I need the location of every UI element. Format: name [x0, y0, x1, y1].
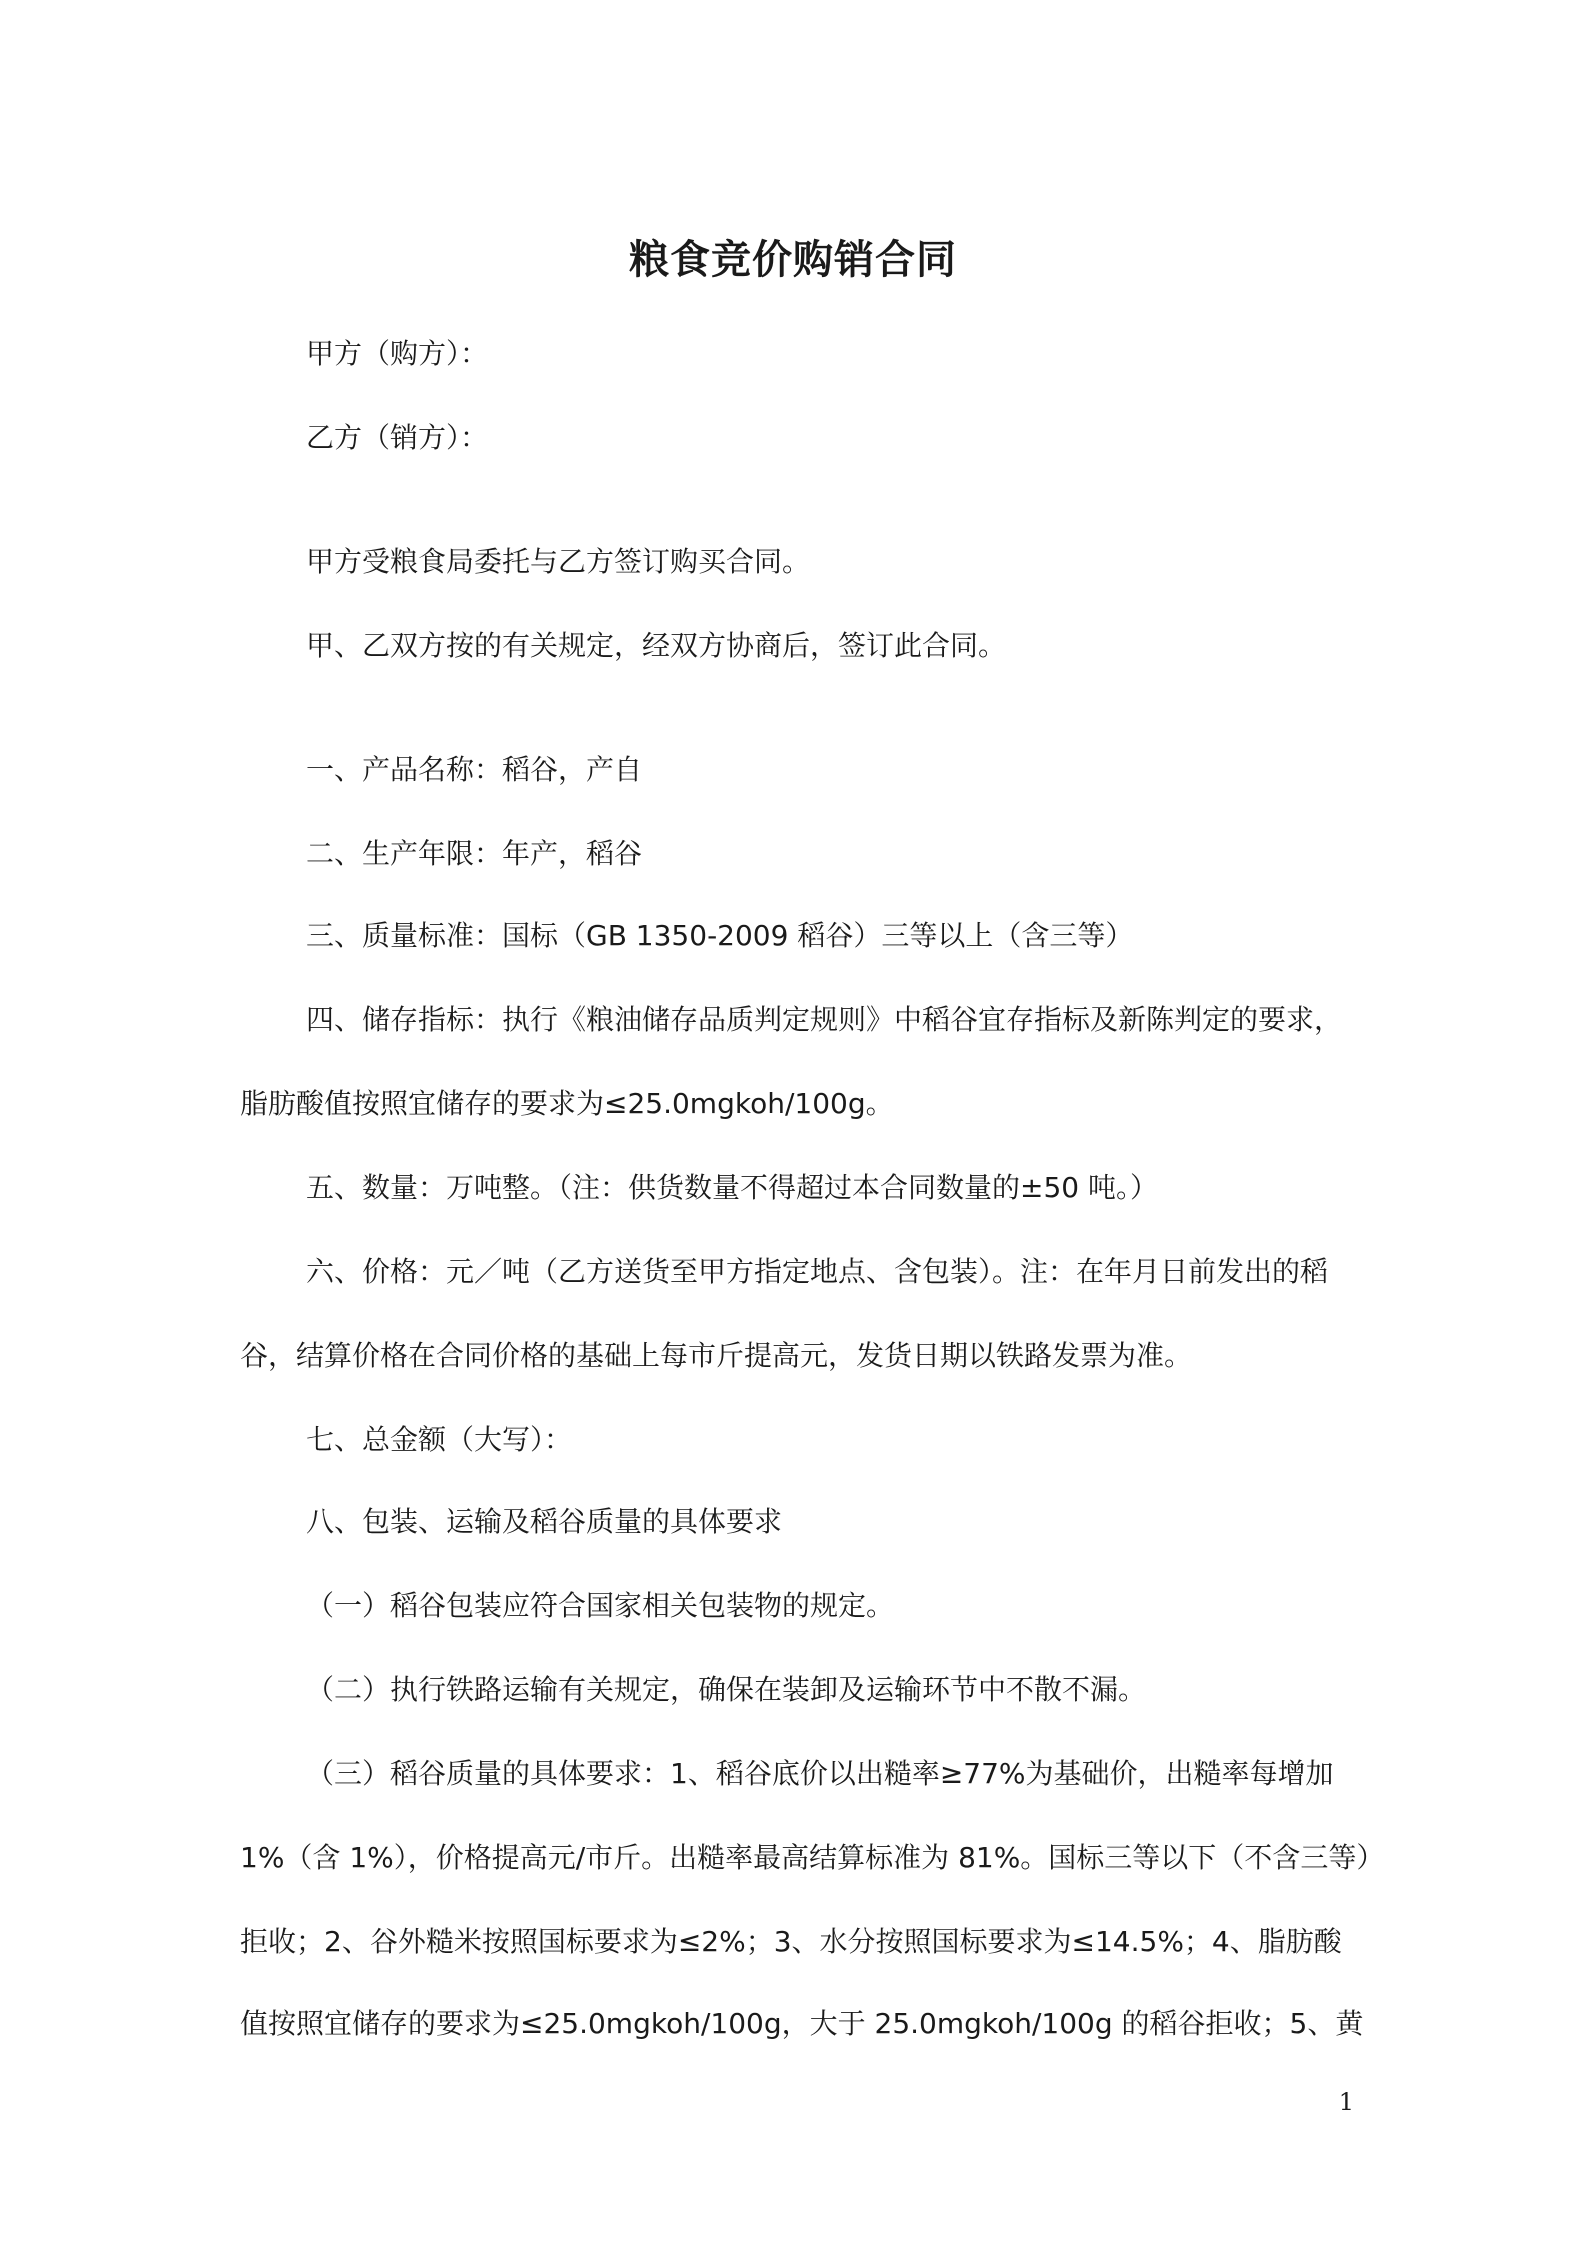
clause-price-line-2: 谷，结算价格在合同价格的基础上每市斤提高元，发货日期以铁路发票为准。 [240, 1339, 1193, 1372]
party-b-label: 乙方（销方）： [306, 421, 489, 454]
clause-packaging-item-1: （一）稻谷包装应符合国家相关包装物的规定。 [306, 1589, 895, 1622]
document-title: 粮食竞价购销合同 [629, 237, 957, 283]
clause-product-name: 一、产品名称：稻谷，产自 [306, 753, 643, 786]
clause-quality-req-line-4: 值按照宜储存的要求为≤25.0mgkoh/100g，大于 25.0mgkoh/100g 的稻谷拒收；5、黄 [240, 2007, 1364, 2040]
clause-storage-line-1: 四、储存指标：执行《粮油储存品质判定规则》中稻谷宜存指标及新陈判定的要求， [306, 1003, 1343, 1036]
clause-production-year: 二、生产年限：年产，稻谷 [306, 837, 643, 870]
clause-storage-line-2: 脂肪酸值按照宜储存的要求为≤25.0mgkoh/100g。 [240, 1087, 894, 1120]
intro-paragraph-2: 甲、乙双方按的有关规定，经双方协商后，签订此合同。 [306, 629, 1007, 662]
clause-packaging-heading: 八、包装、运输及稻谷质量的具体要求 [306, 1505, 783, 1538]
clause-packaging-item-2: （二）执行铁路运输有关规定，确保在装卸及运输环节中不散不漏。 [306, 1673, 1147, 1706]
clause-price-line-1: 六、价格：元／吨（乙方送货至甲方指定地点、含包装）。注：在年月日前发出的稻 [306, 1255, 1329, 1288]
clause-quality-req-line-3: 拒收；2、谷外糙米按照国标要求为≤2%；3、水分按照国标要求为≤14.5%；4、脂肪酸 [240, 1925, 1342, 1958]
intro-paragraph-1: 甲方受粮食局委托与乙方签订购买合同。 [306, 545, 811, 578]
clause-quantity: 五、数量：万吨整。（注：供货数量不得超过本合同数量的±50 吨。） [306, 1171, 1158, 1204]
party-a-label: 甲方（购方）： [306, 337, 489, 370]
clause-quality-req-line-2: 1%（含 1%），价格提高元/市斤。出糙率最高结算标准为 81%。国标三等以下（不含三等） [240, 1841, 1385, 1874]
clause-quality-standard: 三、质量标准：国标（GB 1350-2009 稻谷）三等以上（含三等） [306, 919, 1134, 952]
clause-quality-req-line-1: （三）稻谷质量的具体要求：1、稻谷底价以出糙率≥77%为基础价，出糙率每增加 [306, 1757, 1334, 1790]
page-number: 1 [1338, 2088, 1354, 2116]
clause-total-amount: 七、总金额（大写）： [306, 1423, 573, 1456]
